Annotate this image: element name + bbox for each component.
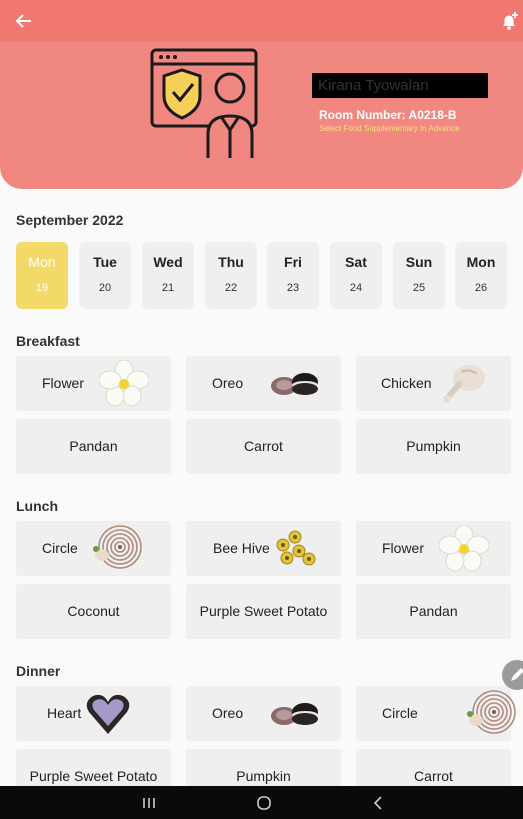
day-date: 19 (35, 282, 49, 294)
food-item[interactable] (186, 584, 341, 639)
month-label: September 2022 (16, 212, 124, 228)
food-item[interactable] (356, 419, 511, 474)
food-item-label: Pumpkin (406, 438, 461, 454)
flower-icon (99, 360, 149, 407)
notification-button[interactable] (498, 9, 522, 33)
day-name: Wed (153, 254, 183, 270)
nav-back-icon (370, 794, 388, 812)
back-button[interactable] (12, 9, 36, 33)
system-nav-bar (0, 786, 523, 819)
arrow-left-icon (12, 9, 36, 33)
heart-icon (83, 690, 133, 737)
home-button[interactable] (255, 794, 273, 812)
oreo-icon (269, 690, 319, 737)
day-name: Sat (345, 254, 367, 270)
resident-name: Kirana Tyowalan (312, 73, 488, 98)
nav-back-button[interactable] (370, 794, 388, 812)
food-item-label: Pandan (409, 603, 458, 619)
food-item[interactable] (16, 521, 171, 576)
food-item-label: Circle (42, 540, 78, 556)
bee-hive-icon (269, 525, 319, 572)
profile-header (0, 0, 523, 189)
food-item-label: Carrot (244, 438, 283, 454)
food-item[interactable] (16, 356, 171, 411)
food-item-label: Heart (47, 705, 82, 721)
day-date: 26 (474, 282, 488, 294)
food-item-label: Purple Sweet Potato (29, 768, 158, 784)
instruction-text: Select Food Supplementary In Advance (319, 124, 460, 133)
day-date: 21 (161, 282, 175, 294)
edit-button[interactable] (502, 660, 523, 690)
room-number: Room Number: A0218-B (319, 108, 457, 122)
day-tab[interactable] (142, 242, 194, 309)
food-item-label: Oreo (212, 705, 244, 721)
day-name: Tue (93, 254, 117, 270)
food-item[interactable] (356, 584, 511, 639)
food-item-label: Oreo (212, 375, 244, 391)
food-item-label: Flower (382, 540, 425, 556)
chicken-icon (439, 360, 489, 407)
day-name: Mon (28, 254, 56, 270)
day-tab[interactable] (393, 242, 445, 309)
food-item[interactable] (186, 521, 341, 576)
circle-snack-icon (459, 690, 519, 737)
recents-button[interactable] (140, 794, 158, 812)
day-tab[interactable] (455, 242, 507, 309)
oreo-icon (269, 360, 319, 407)
day-name: Sun (405, 254, 433, 270)
circle-snack-icon (85, 525, 145, 572)
food-item[interactable] (16, 584, 171, 639)
food-item[interactable] (356, 356, 511, 411)
food-item-label: Bee Hive (213, 540, 270, 556)
food-item-label: Flower (42, 375, 85, 391)
food-item-label: Purple Sweet Potato (199, 603, 328, 619)
breakfast-title: Breakfast (16, 333, 80, 349)
food-item-label: Circle (382, 705, 418, 721)
food-item-label: Carrot (414, 768, 453, 784)
day-tab[interactable] (16, 242, 68, 309)
lunch-title: Lunch (16, 498, 58, 514)
day-name: Thu (218, 254, 244, 270)
food-item[interactable] (356, 686, 511, 741)
top-bar (0, 0, 523, 42)
food-item-label: Pumpkin (236, 768, 291, 784)
day-tab[interactable] (330, 242, 382, 309)
food-item[interactable] (186, 686, 341, 741)
food-item[interactable] (356, 521, 511, 576)
food-item-label: Chicken (381, 375, 432, 391)
food-item-label: Coconut (67, 603, 120, 619)
day-tab[interactable] (205, 242, 257, 309)
day-date: 24 (349, 282, 363, 294)
day-date: 23 (286, 282, 300, 294)
recents-icon (140, 794, 158, 812)
day-tab[interactable] (79, 242, 131, 309)
security-admin-illustration (150, 48, 260, 160)
day-name: Fri (284, 254, 302, 270)
food-item[interactable] (186, 419, 341, 474)
food-item[interactable] (16, 419, 171, 474)
food-item[interactable] (16, 686, 171, 741)
food-item[interactable] (186, 356, 341, 411)
food-item-label: Pandan (69, 438, 118, 454)
day-date: 20 (98, 282, 112, 294)
dinner-title: Dinner (16, 663, 61, 679)
home-icon (255, 794, 273, 812)
bell-plus-icon (498, 9, 522, 33)
day-tab[interactable] (267, 242, 319, 309)
day-date: 25 (412, 282, 426, 294)
day-name: Mon (466, 254, 496, 270)
pencil-icon (502, 660, 523, 690)
flower-icon (439, 525, 489, 572)
day-date: 22 (224, 282, 238, 294)
